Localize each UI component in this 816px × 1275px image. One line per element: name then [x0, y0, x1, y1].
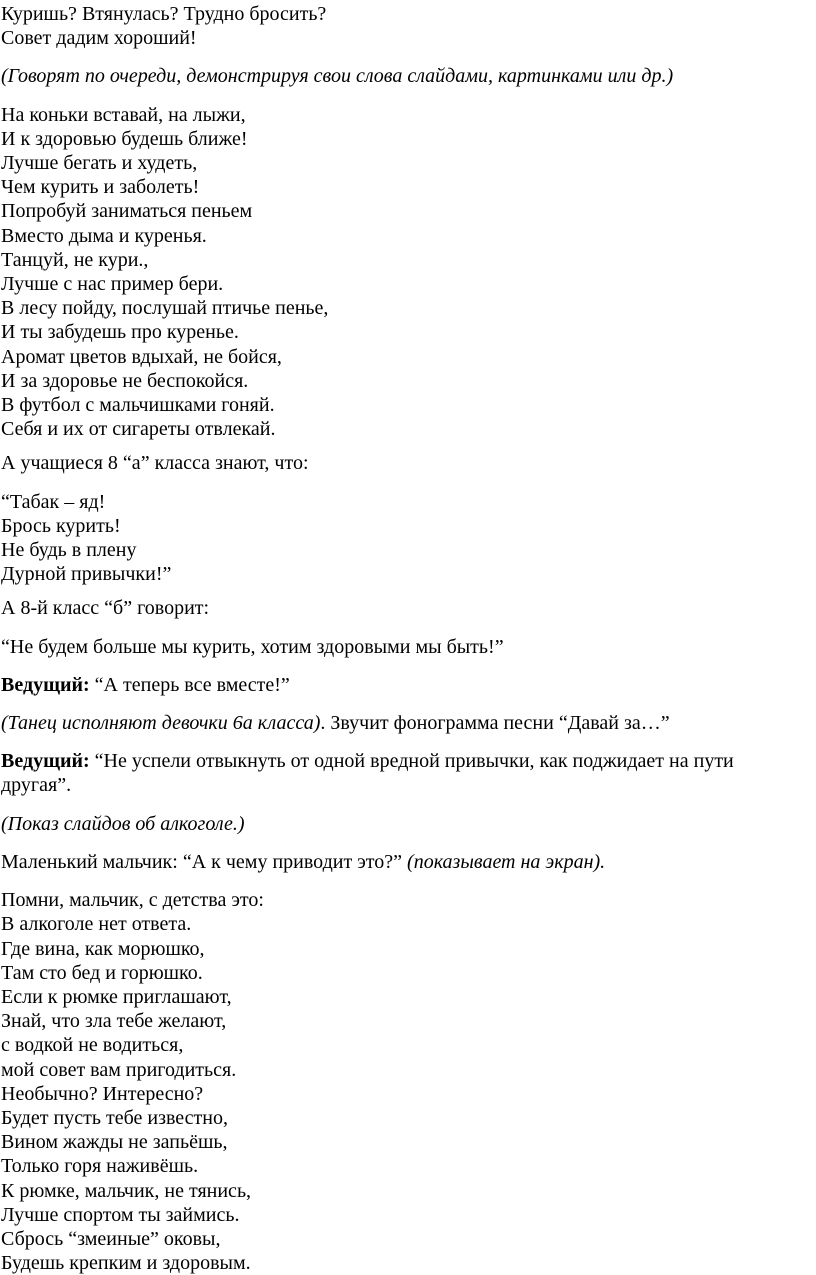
- poem-line: Вином жажды не запьёшь,: [1, 1131, 228, 1154]
- poem-line: Где вина, как морюшко,: [1, 937, 205, 960]
- poem-line: Лучше бегать и худеть,: [1, 152, 198, 175]
- poem-line: Сбрось “змеиные” оковы,: [1, 1227, 221, 1250]
- text-line: (Говорят по очереди, демонстрируя свои слова слайдами, картинками или др.): [1, 65, 674, 88]
- poem-line: Чем курить и заболеть!: [1, 176, 200, 199]
- poem-line: И к здоровью будешь ближе!: [1, 127, 248, 150]
- text-line: А 8-й класс “б” говорит:: [1, 597, 210, 620]
- boy-line: [1, 850, 816, 874]
- text-line: [1, 850, 816, 874]
- poem-line: Будешь крепким и здоровым.: [1, 1252, 251, 1275]
- poem-line: Аромат цветов вдыхай, не бойся,: [1, 345, 282, 368]
- poem-line: Там сто бед и горюшко.: [1, 961, 203, 984]
- text-line: (Показ слайдов об алкоголе.): [1, 812, 245, 835]
- dance-note: [1, 711, 816, 735]
- text-line: А учащиеся 8 “а” класса знают, что:: [1, 452, 309, 475]
- poem-line: В футбол с мальчишками гоняй.: [1, 394, 275, 417]
- host-line: [1, 673, 816, 697]
- host-line: [1, 749, 801, 797]
- boy-text: Маленький мальчик: “А к чему приводит это?”: [1, 850, 408, 873]
- poem-line: Танцуй, не кури.,: [1, 248, 149, 271]
- poem-line: с водкой не водиться,: [1, 1034, 184, 1057]
- quote-line: “Не будем больше мы курить, хотим здоровыми мы быть!”: [1, 635, 504, 658]
- poem-line: Себя и их от сигареты отвлекай.: [1, 418, 276, 441]
- dance-direction: (Танец исполняют девочки 6а класса): [1, 712, 321, 735]
- class-8b-intro: [1, 596, 816, 620]
- host-line-1: [1, 673, 816, 697]
- class-8b-quote: [1, 635, 816, 659]
- poem-line: Помни, мальчик, с детства это:: [1, 889, 264, 912]
- text-line: [1, 711, 816, 735]
- quote-line: Не будь в плену: [1, 539, 137, 562]
- poem-line: Будет пусть тебе известно,: [1, 1106, 228, 1129]
- poem-line: Необычно? Интересно?: [1, 1082, 204, 1105]
- poem-line: Лучше с нас пример бери.: [1, 273, 224, 296]
- poem-line: Если к рюмке приглашают,: [1, 985, 232, 1008]
- poem-line: Лучше спортом ты займись.: [1, 1203, 240, 1226]
- poem-line: мой совет вам пригодиться.: [1, 1058, 237, 1081]
- host-text: “А теперь все вместе!”: [89, 673, 290, 696]
- poem-line: Вместо дыма и куренья.: [1, 224, 207, 247]
- poem-line: И ты забудешь про куренье.: [1, 321, 239, 344]
- poem-line: В лесу пойду, послушай птичье пенье,: [1, 297, 329, 320]
- text-line: Совет дадим хороший!: [1, 27, 197, 50]
- boy-direction: (показывает на экран).: [407, 850, 606, 873]
- poem-line: Попробуй заниматься пеньем: [1, 200, 253, 223]
- host-label: Ведущий:: [1, 673, 90, 696]
- poem-line: К рюмке, мальчик, не тянись,: [1, 1179, 252, 1202]
- dance-rest: . Звучит фонограмма песни “Давай за…”: [320, 712, 670, 735]
- text-line: Куришь? Втянулась? Трудно бросить?: [1, 3, 327, 25]
- poem-line: В алкоголе нет ответа.: [1, 913, 192, 936]
- class-8a-quote: [1, 490, 816, 587]
- quote-line: Дурной привычки!”: [1, 563, 172, 586]
- poem-line: И за здоровье не беспокойся.: [1, 369, 249, 392]
- stage-direction: [1, 64, 816, 88]
- poem-line: Только горя наживёшь.: [1, 1155, 199, 1178]
- quote-line: “Табак – яд!: [1, 490, 106, 513]
- poem-line: Знай, что зла тебе желают,: [1, 1010, 227, 1033]
- class-8a-intro: [1, 451, 816, 475]
- stage-direction: [1, 812, 816, 836]
- poem-sports: [1, 103, 816, 442]
- poem-alcohol: [1, 888, 816, 1275]
- quote-line: Брось курить!: [1, 514, 121, 537]
- host-line-2: [1, 749, 801, 797]
- intro-paragraph: [1, 2, 816, 50]
- poem-line: На коньки вставай, на лыжи,: [1, 103, 246, 126]
- host-text: “Не успели отвыкнуть от одной вредной привычки, как поджидает на пути другая”.: [1, 750, 734, 797]
- host-label: Ведущий:: [1, 750, 90, 773]
